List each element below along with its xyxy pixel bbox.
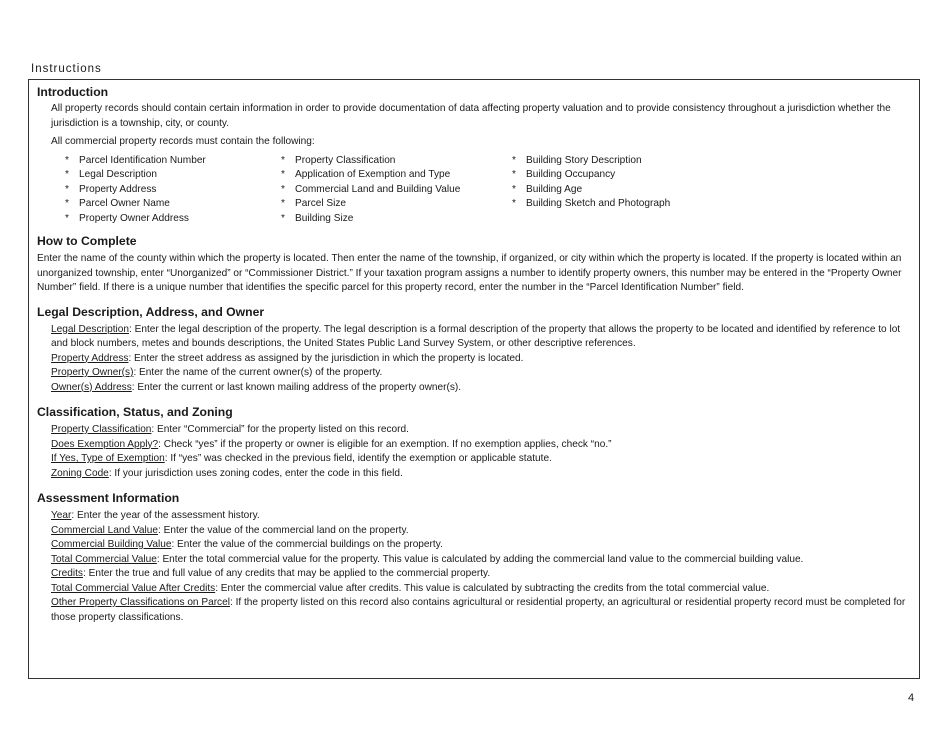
required-items-list	[37, 154, 911, 227]
assessment-heading: Assessment Information	[37, 491, 180, 505]
field-label: Property Owner(s)	[51, 367, 134, 378]
field-label: Owner(s) Address	[51, 381, 132, 393]
field-label: If Yes, Type of Exemption	[51, 453, 165, 464]
list-item: * Building Age	[512, 183, 712, 198]
list-item: * Building Occupancy	[512, 168, 712, 183]
list-item: * Legal Description	[65, 168, 281, 183]
field-description: : Enter the total commercial value for the property. This value is calculated by adding the commercial land value to the commercial building value.	[156, 553, 804, 565]
intro-paragraph: All property records should contain certain information in order to provide documentation of data affecting property valuation and to provide consistency throughout a jurisdiction whether the jurisdiction is a township, city, or county.	[51, 103, 891, 129]
assessment-item	[37, 567, 911, 582]
field-description: : If the property listed on this record also contains agricultural or residential property, an agricultural or residential property record must be completed for those property classifications.	[51, 597, 906, 623]
field-label: Commercial Land Value	[51, 524, 158, 536]
assessment-item	[37, 538, 911, 553]
field-description: : Enter the value of the commercial land on the property.	[157, 524, 409, 536]
how-heading: How to Complete	[37, 234, 137, 248]
field-description: : Enter the true and full value of any credits that may be applied to the commercial property.	[82, 568, 491, 579]
list-item: * Commercial Land and Building Value	[281, 183, 512, 198]
required-items-col-1	[65, 154, 281, 227]
intro-heading: Introduction	[37, 85, 109, 99]
field-label: Legal Description	[51, 323, 129, 335]
list-item: * Parcel Size	[281, 197, 512, 212]
list-item: * Property Owner Address	[65, 212, 281, 227]
classification-items	[37, 423, 911, 481]
field-label: Credits	[51, 568, 83, 579]
assessment-item	[37, 596, 911, 625]
field-description: : Enter the year of the assessment history.	[71, 510, 260, 521]
field-label: Property Address	[51, 352, 129, 364]
list-item: * Application of Exemption and Type	[281, 168, 512, 183]
required-items-col-3	[512, 154, 712, 227]
classification-item	[37, 452, 911, 467]
field-label: Does Exemption Apply?	[51, 438, 159, 450]
list-item: * Building Size	[281, 212, 512, 227]
legal-item	[37, 366, 911, 381]
list-item: * Property Address	[65, 183, 281, 198]
assessment-item	[37, 524, 911, 539]
legal-item	[37, 352, 911, 367]
page-title: Instructions	[31, 63, 102, 75]
field-label: Property Classification	[51, 424, 152, 435]
list-item: * Building Story Description	[512, 154, 712, 169]
assessment-item	[37, 582, 911, 597]
list-item: * Property Classification	[281, 154, 512, 169]
list-item: * Building Sketch and Photograph	[512, 197, 712, 212]
field-description: : If “yes” was checked in the previous field, identify the exemption or applicable statute.	[164, 453, 552, 464]
list-item: * Parcel Identification Number	[65, 154, 281, 169]
classification-item	[37, 438, 911, 453]
field-description: : If your jurisdiction uses zoning codes, enter the code in this field.	[108, 467, 403, 479]
assessment-items	[37, 509, 911, 625]
field-description: : Enter the legal description of the property. The legal description is a formal description of the property that allows the property to be located and identified by reference to lot and block numbers, metes and bounds descriptions, the United States Public Land Survey System, or other descriptive references.	[51, 323, 901, 349]
field-description: : Enter the name of the current owner(s) of the property.	[133, 367, 383, 378]
field-description: : Check “yes” if the property or owner is eligible for an exemption. If no exemption applies, check “no.”	[158, 438, 612, 450]
field-label: Commercial Building Value	[51, 539, 172, 550]
legal-items	[37, 323, 911, 396]
field-label: Year	[51, 510, 72, 521]
page-number: 4	[908, 692, 915, 704]
intro-list-lead: All commercial property records must contain the following:	[51, 136, 315, 147]
legal-heading: Legal Description, Address, and Owner	[37, 304, 265, 319]
field-label: Total Commercial Value	[51, 553, 157, 565]
list-item: * Parcel Owner Name	[65, 197, 281, 212]
field-label: Zoning Code	[51, 467, 109, 479]
classification-item	[37, 467, 911, 482]
required-items-col-2	[281, 154, 512, 227]
classification-item	[37, 423, 911, 438]
field-description: : Enter the value of the commercial buildings on the property.	[171, 539, 443, 550]
legal-item	[37, 323, 911, 352]
how-paragraph: Enter the name of the county within which the property is located. Then enter the name of the township, if organized, or city within which the property is located. If the property is located within an unorganized township, enter “Unorganized” or “Commissioner District.” If your taxation program assigns a number to identify property owners, this number may be entered in the “Property Owner Number” field. If there is a unique number that identifies the specific parcel for this property record, enter the number in the “Parcel Identification Number” field.	[37, 253, 902, 293]
field-description: : Enter the commercial value after credits. This value is calculated by subtracting the credits from the total commercial value.	[215, 582, 770, 594]
classification-heading: Classification, Status, and Zoning	[37, 405, 233, 419]
field-label: Total Commercial Value After Credits	[51, 582, 216, 594]
legal-item	[37, 381, 911, 396]
field-description: : Enter the street address as assigned by the jurisdiction in which the property is located.	[128, 352, 524, 364]
field-label: Other Property Classifications on Parcel	[51, 597, 230, 608]
assessment-item	[37, 553, 911, 568]
field-description: : Enter the current or last known mailing address of the property owner(s).	[131, 381, 462, 393]
instructions-box	[28, 79, 920, 679]
assessment-item	[37, 509, 911, 524]
field-description: : Enter “Commercial” for the property listed on this record.	[151, 424, 409, 435]
